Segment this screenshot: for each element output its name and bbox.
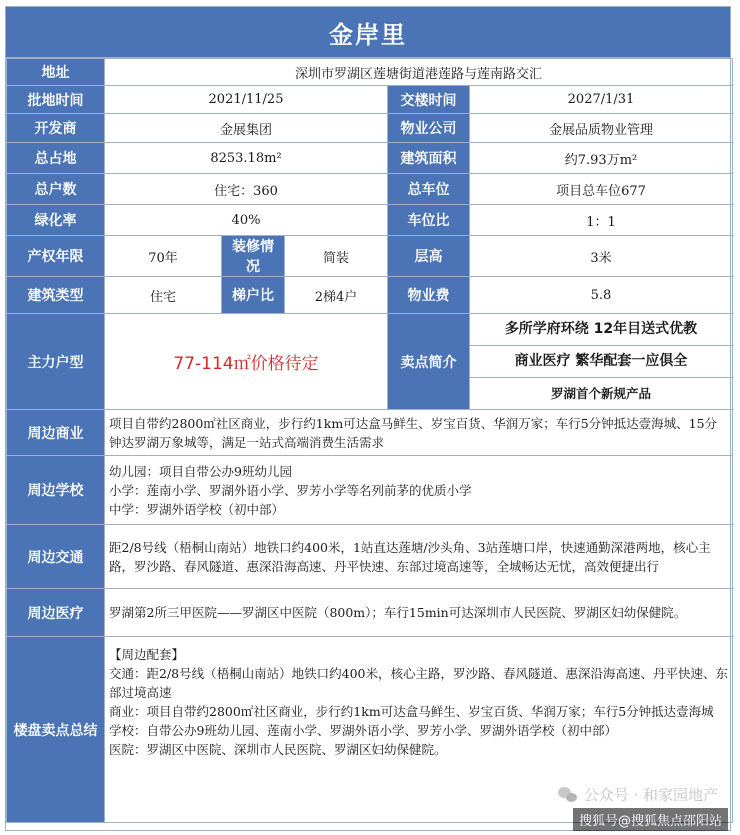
table-row — [7, 589, 733, 637]
table-row — [7, 410, 733, 456]
parking-label: 总车位 — [388, 174, 470, 205]
table-row — [7, 59, 733, 86]
building-type-label: 建筑类型 — [7, 277, 105, 314]
green-rate-value: 40% — [105, 205, 388, 236]
table-row — [7, 174, 733, 205]
traffic-value: 距2/8号线（梧桐山南站）地铁口约400米，1站直达莲塘/沙头角、3站莲塘口岸，快速通勤深港两地，核心主路，罗沙路、春风隧道、惠深沿海高速、丹平快速、东部过境高速等，全城畅达无忧，高效便捷出行 — [105, 525, 733, 589]
info-table — [6, 58, 733, 823]
decoration-label: 装修情况 — [222, 236, 285, 277]
schools-label: 周边学校 — [7, 456, 105, 525]
table-row — [7, 525, 733, 589]
fee-label: 物业费 — [388, 277, 470, 314]
address-value: 深圳市罗湖区莲塘街道港莲路与莲南路交汇 — [105, 59, 733, 86]
summary-line: 交通：距2/8号线（梧桐山南站）地铁口约400米，核心主路，罗沙路、春风隧道、惠深沿海高速、丹平快速、东部过境高速 — [109, 666, 728, 700]
commerce-label: 周边商业 — [7, 410, 105, 456]
floors-value: 3米 — [470, 236, 733, 277]
elevator-label: 梯户比 — [222, 277, 285, 314]
watermark-text: 公众号 · 和家园地产 — [583, 786, 718, 804]
table-row — [7, 143, 733, 174]
selling-points-label: 卖点简介 — [388, 314, 470, 410]
tenure-value: 70年 — [105, 236, 222, 277]
source-footer: 搜狐号@搜狐焦点邵阳站 — [573, 808, 728, 831]
developer-value: 金展集团 — [105, 114, 388, 143]
wechat-icon — [558, 787, 578, 803]
green-rate-label: 绿化率 — [7, 205, 105, 236]
building-type-value: 住宅 — [105, 277, 222, 314]
summary-label: 楼盘卖点总结 — [7, 637, 105, 823]
summary-heading: 【周边配套】 — [109, 647, 185, 662]
land-area-label: 总占地 — [7, 143, 105, 174]
building-area-label: 建筑面积 — [388, 143, 470, 174]
developer-label: 开发商 — [7, 114, 105, 143]
table-row — [7, 86, 733, 114]
households-value: 住宅：360 — [105, 174, 388, 205]
land-area-value: 8253.18m² — [105, 143, 388, 174]
delivery-label: 交楼时间 — [388, 86, 470, 114]
delivery-value: 2027/1/31 — [470, 86, 733, 114]
school-line: 小学：莲南小学、罗湖外语小学、罗芳小学等名列前茅的优质小学 — [109, 482, 472, 498]
parking-ratio-label: 车位比 — [388, 205, 470, 236]
school-line: 中学：罗湖外语学校（初中部） — [109, 501, 285, 517]
building-area-value: 约7.93万m² — [470, 143, 733, 174]
selling-point-line: 商业医疗 繁华配套一应俱全 — [470, 346, 732, 378]
approval-value: 2021/11/25 — [105, 86, 388, 114]
property-company-value: 金展品质物业管理 — [470, 114, 733, 143]
project-title: 金岸里 — [6, 7, 730, 58]
approval-label: 批地时间 — [7, 86, 105, 114]
summary-line: 学校：自带公办9班幼儿园、莲南小学、罗湖外语小学、罗芳小学、罗湖外语学校（初中部） — [109, 723, 617, 738]
tenure-label: 产权年限 — [7, 236, 105, 277]
table-row — [7, 277, 733, 314]
traffic-label: 周边交通 — [7, 525, 105, 589]
table-row — [7, 205, 733, 236]
decoration-value: 简装 — [285, 236, 388, 277]
selling-point-line: 罗湖首个新规产品 — [550, 386, 651, 401]
summary-line: 商业：项目自带约2800㎡社区商业，步行约1km可达盒马鲜生、岁宝百货、华润万家；车行5分钟抵达壹海城 — [109, 704, 714, 719]
medical-label: 周边医疗 — [7, 589, 105, 637]
table-row — [7, 236, 733, 277]
parking-ratio-value: 1：1 — [470, 205, 733, 236]
selling-point-line: 多所学府环绕 12年目送式优教 — [470, 314, 732, 346]
table-row — [7, 314, 733, 410]
info-sheet — [5, 6, 731, 831]
wechat-watermark — [558, 784, 718, 805]
table-row — [7, 456, 733, 525]
main-units-value: 77-114㎡价格待定 — [105, 314, 388, 410]
floors-label: 层高 — [388, 236, 470, 277]
elevator-value: 2梯4户 — [285, 277, 388, 314]
medical-value: 罗湖第2所三甲医院——罗湖区中医院（800m）；车行15min可达深圳市人民医院、罗湖区妇幼保健院。 — [105, 589, 733, 637]
households-label: 总户数 — [7, 174, 105, 205]
school-line: 幼儿园：项目自带公办9班幼儿园 — [109, 463, 292, 479]
address-label: 地址 — [7, 59, 105, 86]
parking-value: 项目总车位677 — [470, 174, 733, 205]
table-row — [7, 114, 733, 143]
summary-line: 医院：罗湖区中医院、深圳市人民医院、罗湖区妇幼保健院。 — [109, 742, 447, 757]
property-company-label: 物业公司 — [388, 114, 470, 143]
fee-value: 5.8 — [470, 277, 733, 314]
commerce-value: 项目自带约2800㎡社区商业，步行约1km可达盒马鲜生、岁宝百货、华润万家；车行5分钟抵达壹海城、15分钟达罗湖万象城等，满足一站式高端消费生活需求 — [105, 410, 733, 456]
main-units-label: 主力户型 — [7, 314, 105, 410]
